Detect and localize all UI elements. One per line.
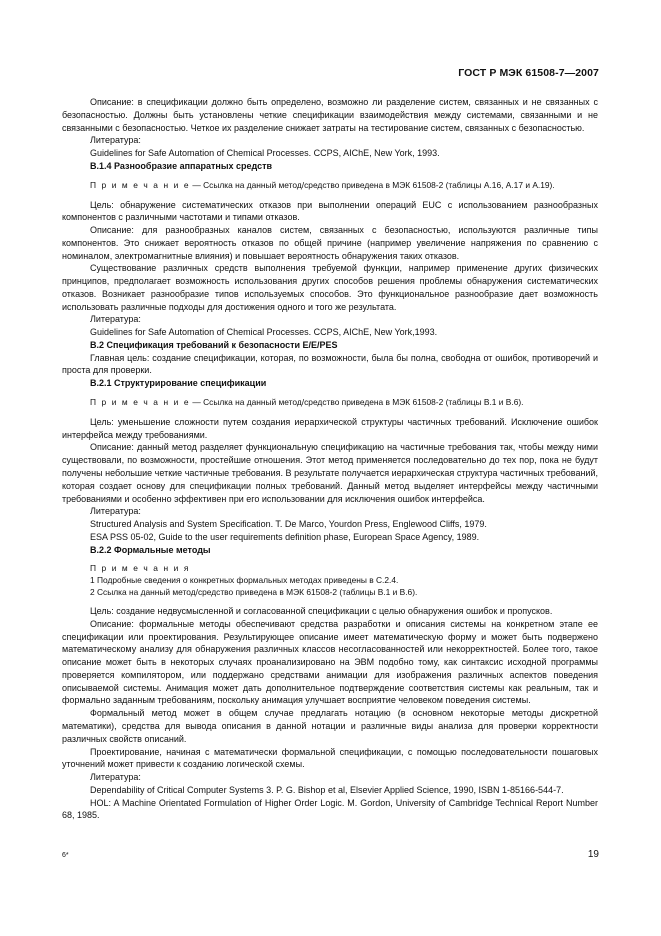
note-text: — Ссылка на данный метод/средство приведена в МЭК 61508-2 (таблицы А.16, А.17 и А.19). xyxy=(190,179,555,190)
document-header-title: ГОСТ Р МЭК 61508-7—2007 xyxy=(458,67,599,79)
page-number: 19 xyxy=(587,849,599,860)
body-paragraph: Guidelines for Safe Automation of Chemical Processes. CCPS, AIChE, New York,1993. xyxy=(90,327,438,338)
body-paragraph: Dependability of Critical Computer Systems 3. P. G. Bishop et al, Elsevier Applied Science, 1990, ISBN 1-85166-544-7. xyxy=(90,784,564,795)
body-paragraph: Формальный метод может в общем случае предлагать нотацию (в основном некоторые методы дискретной математики), средства для вывода описания в данной нотации и различные виды анализа для проверки корректности различных свойств описаний. xyxy=(62,708,598,744)
section-heading: B.1.4 Разнообразие аппаратных средств xyxy=(90,160,273,171)
body-paragraph: Описание: в спецификации должно быть определено, возможно ли разделение систем, связанных и не связанных с безопасностью. Должны быть установлены четкие спецификации взаимодействия между системами, связанными и не связанными с безопасностью. Четкое их разделение снижает затраты на тестирование систем, связанных с безопасностью. xyxy=(62,97,598,133)
notes-heading: П р и м е ч а н и я xyxy=(90,563,190,574)
note-item: 2 Ссылка на данный метод/средство приведена в МЭК 61508-2 (таблицы В.1 и В.6). xyxy=(90,587,418,598)
body-paragraph: Описание: формальные методы обеспечивают средства разработки и описания системы на конкретном этапе ее спецификации или проектирования. Результирующее описание имеет математическую форму и может быть подвержено математическому анализу для обнаружения различных классов несогласованностей или некорректностей. Более того, такое описание может быть в некоторых случаях проанализировано на ЭВМ подобно тому, как синтаксис исходной программы проверяется компилятором, или поддержано средствами анимации для изображения различных аспектов поведения описываемой системы. Анимация может дать дополнительное подтверждение соответствия системы как реальным, так и формально заданным требованиям, поскольку анимация улучшает восприятие человеком поведения системы. xyxy=(62,618,598,706)
body-paragraph: Литература: xyxy=(90,135,141,146)
note-label: П р и м е ч а н и е xyxy=(90,397,191,407)
body-paragraph: HOL: A Machine Orientated Formulation of Higher Order Logic. M. Gordon, University of Cambridge Technical Report Number 68, 1985. xyxy=(62,797,598,821)
section-heading: B.2 Спецификация требований к безопасности E/E/PES xyxy=(90,339,338,350)
note-paragraph xyxy=(62,180,598,192)
body-paragraph: Цель: обнаружение систематических отказов при выполнении операций EUC с использованием разнообразных компонентов с различными частотами и типами отказов. xyxy=(62,199,598,223)
note-text: — Ссылка на данный метод/средство приведена в МЭК 61508-2 (таблицы В.1 и В.6). xyxy=(190,397,524,407)
section-heading: B.2.1 Структурирование спецификации xyxy=(90,378,267,389)
body-paragraph: Цель: уменьшение сложности путем создания иерархической структуры частичных требований. Исключение ошибок интерфейса между требованиями. xyxy=(62,416,598,440)
body-paragraph: Описание: для разнообразных каналов систем, связанных с безопасностью, используются различные типы компонентов. Это снижает вероятность отказов по общей причине (например увеличение напряжения по сравнению с номиналом, электромагнитные влияния) и повышает вероятность обнаружения таких отказов. xyxy=(62,225,598,261)
document-body xyxy=(62,96,598,822)
body-paragraph: Guidelines for Safe Automation of Chemical Processes. CCPS, AIChE, New York, 1993. xyxy=(90,148,440,159)
note-paragraph xyxy=(62,397,598,409)
note-item: 1 Подробные сведения о конкретных формальных методах приведены в С.2.4. xyxy=(90,575,399,586)
section-heading: B.2.2 Формальные методы xyxy=(90,544,211,555)
body-paragraph: ESA PSS 05-02, Guide to the user requirements definition phase, European Space Agency, 1989. xyxy=(90,531,480,542)
note-label: П р и м е ч а н и е xyxy=(90,179,191,190)
body-paragraph: Описание: данный метод разделяет функциональную спецификацию на частичные требования так, чтобы между ними существовали, по возможности, простейшие отношения. Этот метод применяется последовательно до тех пор, пока не будут получены небольшие четкие частичные требования. В результате получается иерархическая структура частичных требований, которая создает основу для спецификации полных требований. Данный метод выделяет интерфейсы между частичными требованиями и особенно эффективен при его использовании для исключения ошибок интерфейса. xyxy=(62,442,598,504)
body-paragraph: Цель: создание недвусмысленной и согласованной спецификации с целью обнаружения ошибок и пропусков. xyxy=(90,606,553,617)
body-paragraph: Литература: xyxy=(90,506,141,517)
body-paragraph: Литература: xyxy=(90,772,141,783)
body-paragraph: Structured Analysis and System Specification. T. De Marco, Yourdon Press, Englewood Cliffs, 1979. xyxy=(90,519,487,530)
footer-sheet-mark: 6* xyxy=(62,852,69,859)
body-paragraph: Существование различных средств выполнения требуемой функции, например применение других физических принципов, предполагает возможность использования других способов решения проблемы обнаружения систематических отказов. Возникает разнообразие типов используемых способов. Это функциональное разнообразие дает возможность использовать различные подходы для достижения одного и того же результата. xyxy=(62,263,598,312)
body-paragraph: Главная цель: создание спецификации, которая, по возможности, была бы полна, свободна от ошибок, противоречий и проста для проверки. xyxy=(62,352,598,376)
notes-block xyxy=(62,563,598,599)
body-paragraph: Литература: xyxy=(90,314,141,325)
body-paragraph: Проектирование, начиная с математически формальной спецификации, с помощью последовательности пошаговых уточнений может привести к созданию логической схемы. xyxy=(62,746,598,770)
